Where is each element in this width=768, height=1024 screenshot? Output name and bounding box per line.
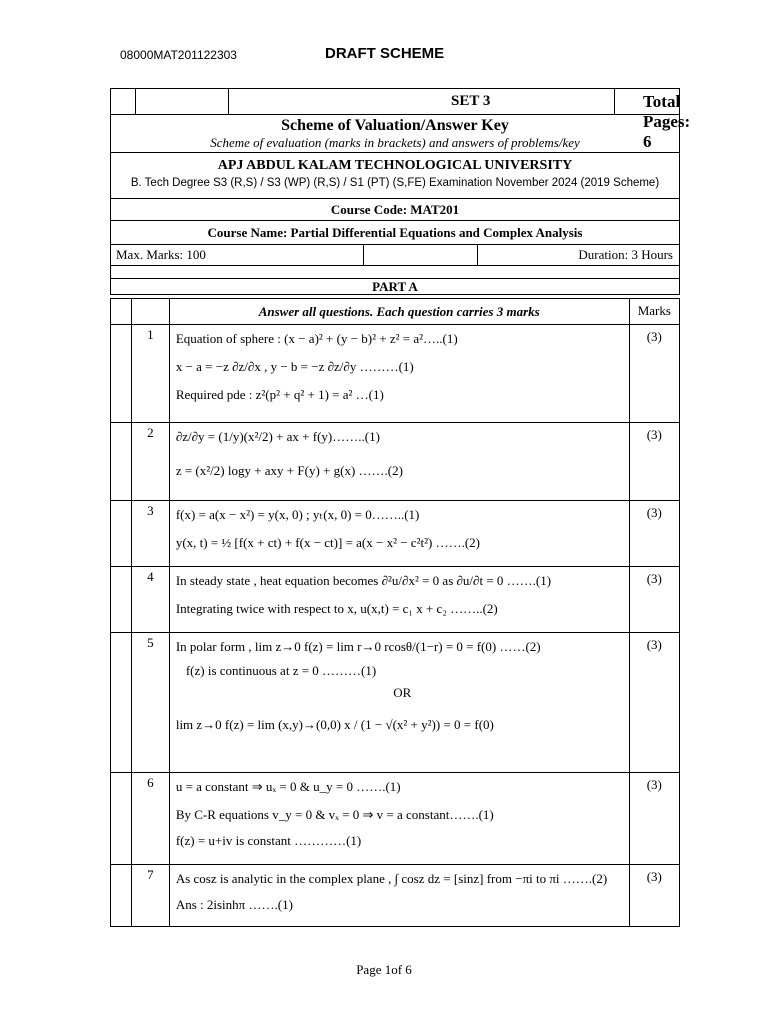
question-row (111, 501, 680, 567)
answer-line: f(x) = a(x − x²) = y(x, 0) ; yₜ(x, 0) = 0……..(1) (175, 507, 420, 522)
question-row (111, 423, 680, 501)
university-name: APJ ABDUL KALAM TECHNOLOGICAL UNIVERSITY (217, 158, 573, 173)
duration: Duration: 3 Hours (578, 247, 673, 262)
answer-line: In polar form , lim z→0 f(z) = lim r→0 rcosθ/(1−r) = 0 = f(0) ……(2) (175, 639, 541, 654)
answer-line: As cosz is analytic in the complex plane , ∫ cosz dz = [sinz] from −πi to πi …….(2) (175, 871, 608, 886)
scheme-row (111, 115, 679, 153)
question-row (111, 773, 680, 865)
part-a-title: PART A (111, 279, 679, 295)
answer-line: lim z→0 f(z) = lim (x,y)→(0,0) x / (1 − √(x² + y²)) = 0 = f(0) (175, 717, 494, 732)
page-footer: Page 1of 6 (356, 962, 412, 977)
question-marks: (3) (629, 423, 679, 501)
university-row (111, 153, 679, 199)
blank-row (111, 266, 679, 279)
question-marks: (3) (629, 865, 679, 927)
answer-line: Required pde : z²(p² + q² + 1) = a² …(1) (175, 387, 384, 402)
question-row (111, 865, 680, 927)
question-number: 4 (131, 567, 169, 633)
answer-line: By C-R equations v_y = 0 & vₓ = 0 ⇒ v = a constant…….(1) (175, 807, 494, 822)
answer-line: Ans : 2isinhπ …….(1) (175, 897, 293, 912)
or-separator: OR (393, 685, 412, 700)
total-pages: Total Pages: 6 (643, 92, 691, 151)
question-number: 6 (131, 773, 169, 865)
question-marks: (3) (629, 501, 679, 567)
marks-header: Marks (629, 299, 679, 325)
answer-line: f(z) is continuous at z = 0 ………(1) (185, 663, 377, 678)
question-number: 3 (131, 501, 169, 567)
instruction-row (111, 299, 680, 325)
scheme-subtitle: Scheme of evaluation (marks in brackets) and answers of problems/key (210, 135, 580, 150)
answer-line: In steady state , heat equation becomes ∂²u/∂x² = 0 as ∂u/∂t = 0 …….(1) (175, 573, 552, 588)
course-name: Course Name: Partial Differential Equations and Complex Analysis (111, 221, 679, 245)
course-code: Course Code: MAT201 (111, 199, 679, 221)
answer-line: z = (x²/2) logy + axy + F(y) + g(x) …….(2) (175, 463, 403, 478)
scheme-title: Scheme of Valuation/Answer Key (281, 117, 509, 134)
header-title: DRAFT SCHEME (325, 45, 445, 62)
answer-line: u = a constant ⇒ uₓ = 0 & u_y = 0 …….(1) (175, 779, 401, 794)
question-marks: (3) (629, 773, 679, 865)
part-a-instruction: Answer all questions. Each question carries 3 marks (169, 299, 629, 325)
answer-line: x − a = −z ∂z/∂x , y − b = −z ∂z/∂y ………(1) (175, 359, 414, 374)
question-row (111, 325, 680, 423)
header-code: 08000MAT201122303 (120, 48, 237, 62)
answer-line: f(z) = u+iv is constant …………(1) (175, 833, 362, 848)
answer-line: Integrating twice with respect to x, u(x,t) = c₁ x + c₂ ……..(2) (175, 601, 498, 616)
question-number: 5 (131, 633, 169, 773)
question-number: 2 (131, 423, 169, 501)
exam-info-row (111, 245, 679, 266)
question-marks: (3) (629, 633, 679, 773)
answer-line: ∂z/∂y = (1/y)(x²/2) + ax + f(y)……..(1) (175, 429, 380, 444)
question-marks: (3) (629, 567, 679, 633)
questions-table (110, 298, 680, 927)
question-row (111, 633, 680, 773)
answer-line: Equation of sphere : (x − a)² + (y − b)² + z² = a²…..(1) (175, 331, 458, 346)
header-table (110, 88, 691, 295)
set-label: SET 3 (451, 93, 491, 109)
question-number: 1 (131, 325, 169, 423)
question-marks: (3) (629, 325, 679, 423)
max-marks: Max. Marks: 100 (116, 247, 206, 262)
exam-description: B. Tech Degree S3 (R,S) / S3 (WP) (R,S) / S1 (PT) (S,FE) Examination November 2024 (2019 Scheme) (130, 177, 660, 189)
question-row (111, 567, 680, 633)
answer-line: y(x, t) = ½ [f(x + ct) + f(x − ct)] = a(x − x² − c²t²) …….(2) (175, 535, 480, 550)
question-number: 7 (131, 865, 169, 927)
